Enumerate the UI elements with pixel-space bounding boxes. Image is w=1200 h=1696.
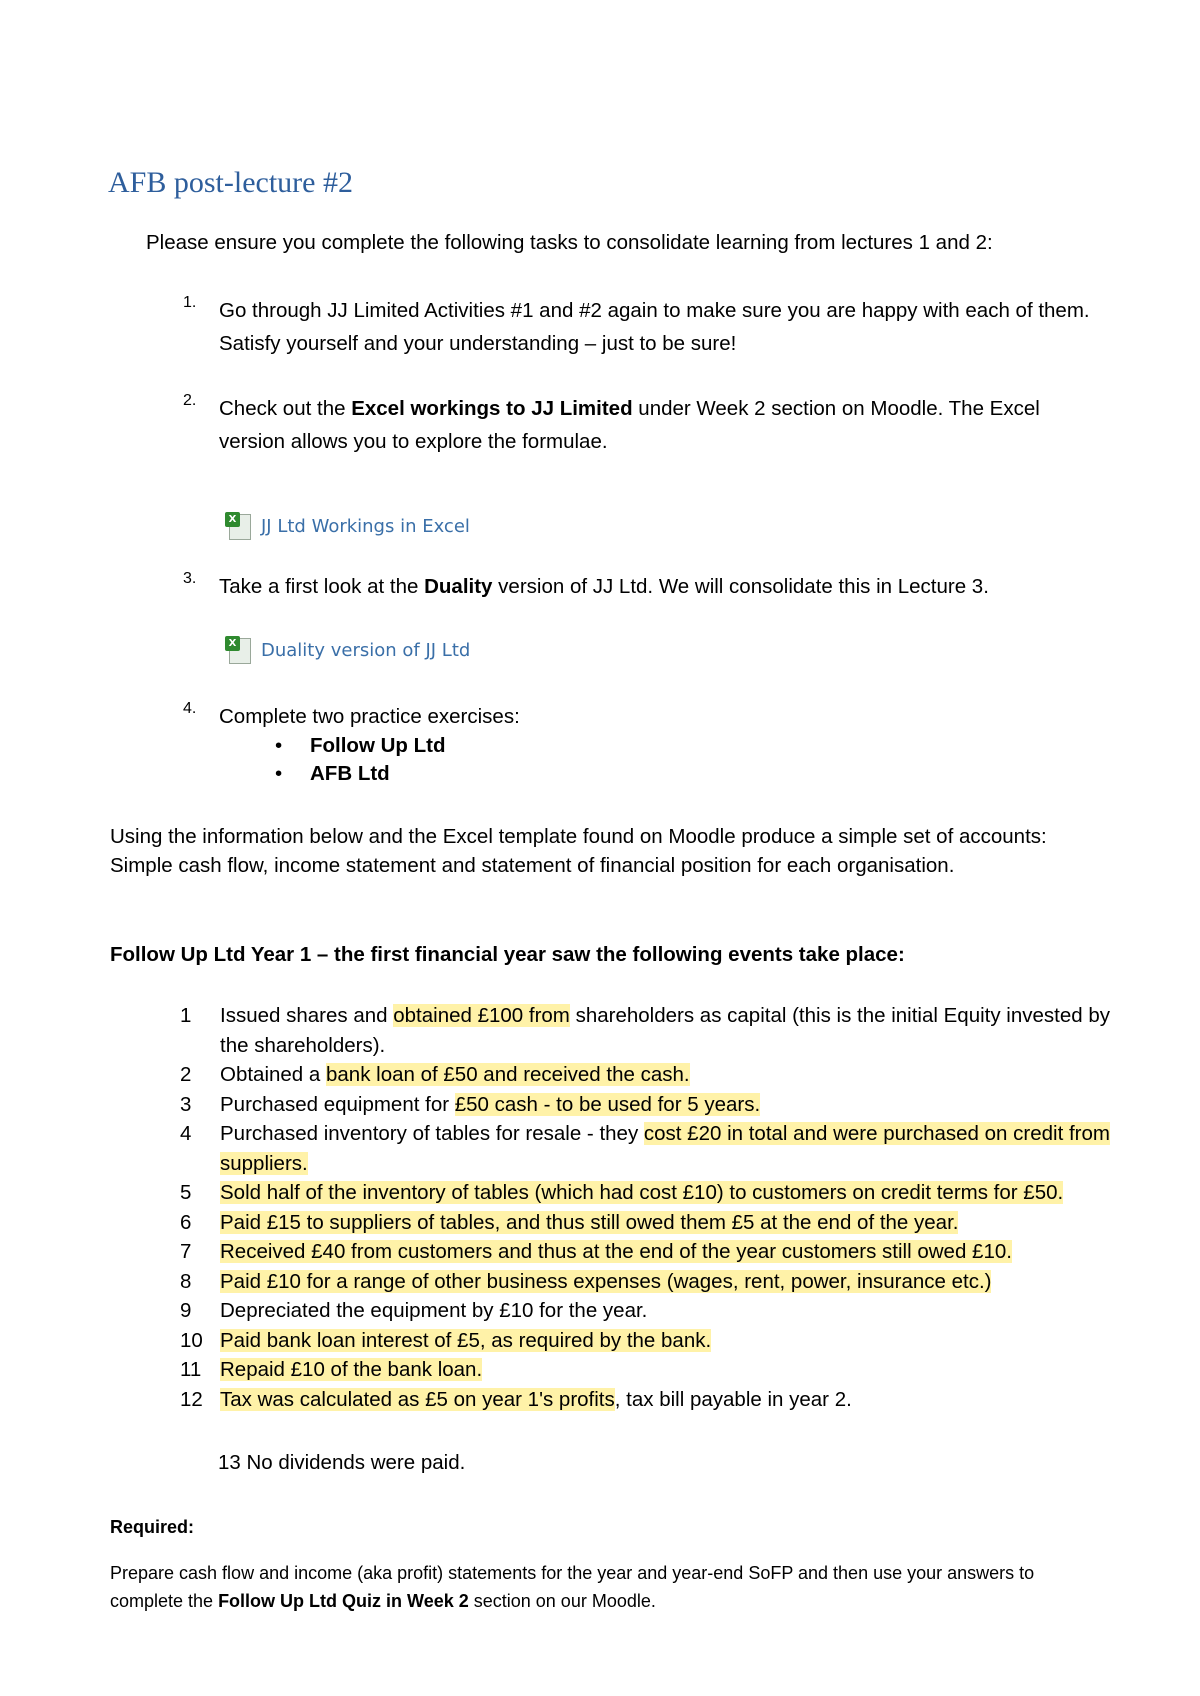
event-highlight: cost £20 in total and were purchased on credit from suppliers. [220,1122,1110,1175]
event-number: 9 [180,1299,192,1322]
event-highlight: Paid £10 for a range of other business expenses (wages, rent, power, insurance etc.) [220,1269,992,1293]
event-item [180,1208,1120,1238]
event-number: 6 [180,1210,192,1234]
required-text-post: section on our Moodle. [468,1591,656,1611]
event-highlight: Repaid £10 of the bank loan. [220,1358,483,1381]
event-number: 1 [180,1004,192,1027]
event-item [180,1001,1120,1060]
event-highlight: Paid bank loan interest of £5, as required by the bank. [220,1328,712,1352]
event-number: 3 [180,1092,192,1116]
event-item [180,1060,1120,1090]
task-text: Go through JJ Limited Activities #1 and #2 again to make sure you are happy with each of them. Satisfy yourself and your understanding – just to be sure! [219,299,1090,355]
required-text-pre: Prepare cash flow and income (aka profit) statements for the year and year-end SoFP and then use your answers to complete the [110,1563,1035,1611]
excel-file-icon: X [225,636,251,664]
task-text [219,570,1099,603]
event-highlight: Paid £15 to suppliers of tables, and thus still owed them £5 at the end of the year. [220,1210,959,1234]
events-heading: Follow Up Ltd Year 1 – the first financial year saw the following events take place: [110,943,905,966]
list-item-label: Follow Up Ltd [310,734,446,757]
event-item [180,1119,1120,1178]
event-item [180,1355,1120,1385]
attachment-label: JJ Ltd Workings in Excel [261,515,470,537]
event-text-post: shareholders as capital (this is the initial Equity invested by the shareholders). [220,1004,1110,1057]
event-number: 7 [180,1240,192,1263]
attachment-link-duality[interactable] [225,636,470,664]
task-text-post: under Week 2 section on Moodle. The Excel version allows you to explore the formulae. [219,397,1040,453]
event-number: 2 [180,1063,192,1086]
task-text-post: version of JJ Ltd. We will consolidate this in Lecture 3. [492,575,989,598]
event-item [180,1237,1120,1267]
event-number: 4 [180,1122,192,1145]
event-item [180,1178,1120,1208]
event-number: 10 [180,1328,203,1352]
task-text-pre: Check out the [219,397,352,420]
practice-exercise-list [275,732,446,788]
task-text [219,392,1099,458]
task-number: 2. [183,392,197,409]
task-text-bold: Excel workings to JJ Limited [351,397,633,420]
events-list [180,1001,1120,1414]
task-number: 4. [183,700,197,717]
page-title: AFB post-lecture #2 [108,166,353,199]
list-item: • AFB Ltd [275,762,390,785]
list-item-label: AFB Ltd [310,762,390,785]
event-text: Issued shares and [220,1004,394,1027]
task-number: 3. [183,570,197,587]
event-item [180,1267,1120,1297]
event-number: 11 [180,1358,202,1381]
event-item [180,1385,1120,1415]
event-text: Purchased equipment for [220,1092,455,1116]
attachment-link-jj-workings[interactable] [225,512,470,540]
task-text-bold: Duality [424,575,493,598]
event-number: 5 [180,1181,192,1204]
event-text: Obtained a [220,1063,326,1086]
event-highlight: Sold half of the inventory of tables (which had cost £10) to customers on credit terms for £50. [220,1181,1064,1204]
required-text-bold: Follow Up Ltd Quiz in Week 2 [218,1591,469,1611]
event-highlight: obtained £100 from [393,1004,570,1027]
event-item [180,1326,1120,1356]
instructions-paragraph: Using the information below and the Excel template found on Moodle produce a simple set of accounts: Simple cash flow, income statement and statement of financial position for each organisation. [110,825,1047,877]
event-number: 8 [180,1269,192,1293]
event-highlight: Tax was calculated as £5 on year 1's profits [220,1387,615,1411]
event-number: 12 [180,1387,203,1411]
event-item-13: 13 No dividends were paid. [218,1451,466,1474]
event-highlight: Received £40 from customers and thus at the end of the year customers still owed £10. [220,1240,1012,1263]
intro-text: Please ensure you complete the following tasks to consolidate learning from lectures 1 and 2: [146,231,993,254]
required-label: Required: [110,1517,195,1537]
event-item [180,1090,1120,1120]
event-item [180,1296,1120,1326]
event-text-post: , tax bill payable in year 2. [614,1387,852,1411]
event-text: Depreciated the equipment by £10 for the year. [220,1299,648,1322]
required-text [110,1559,1100,1615]
event-text: Purchased inventory of tables for resale - they [220,1122,644,1145]
task-text: Complete two practice exercises: [219,705,520,728]
list-item: • Follow Up Ltd [275,734,446,757]
excel-file-icon: X [225,512,251,540]
event-highlight: bank loan of £50 and received the cash. [326,1063,690,1086]
event-highlight: £50 cash - to be used for 5 years. [454,1092,761,1116]
task-text-pre: Take a first look at the [219,575,425,598]
task-number: 1. [183,294,197,311]
attachment-label: Duality version of JJ Ltd [261,639,471,661]
